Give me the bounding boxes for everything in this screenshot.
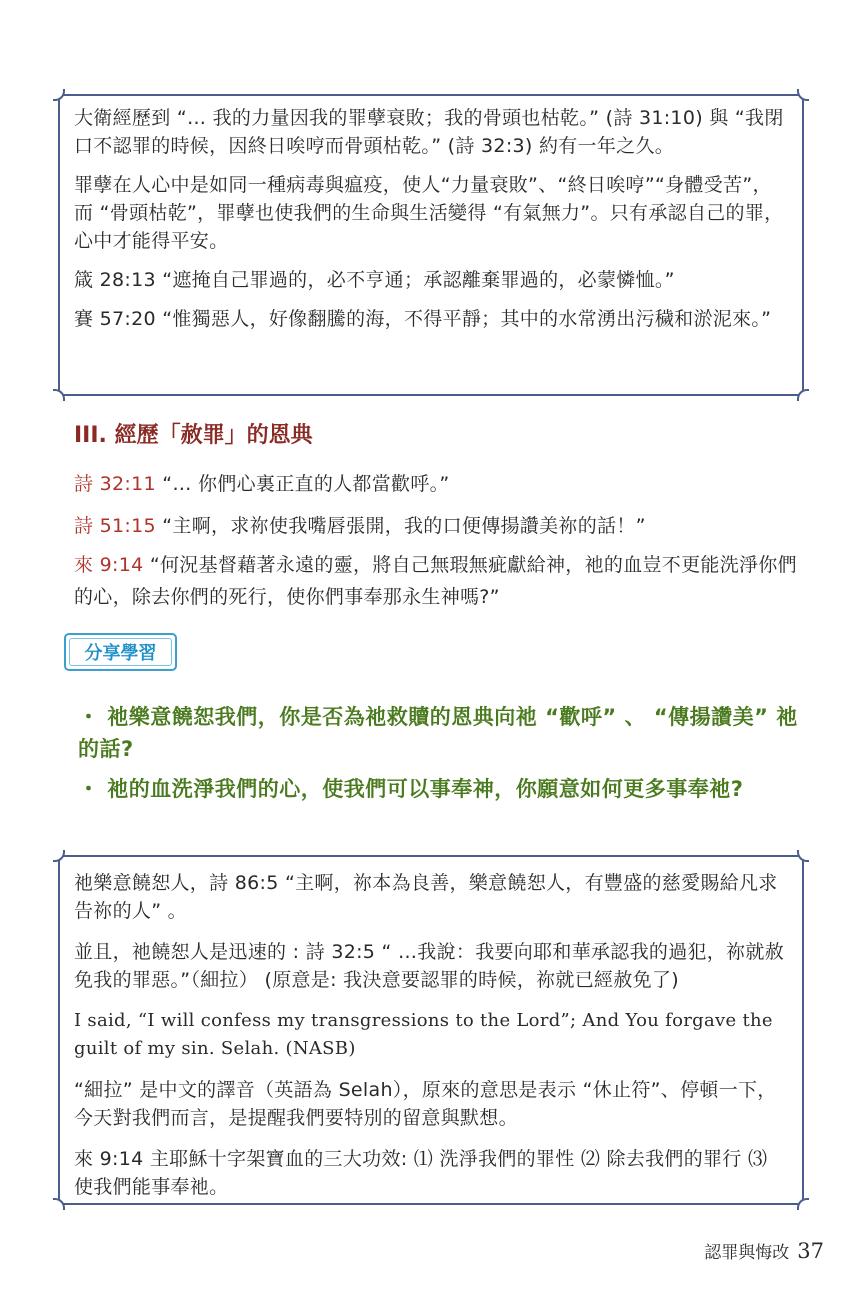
- box1-paragraph-1: 大衛經歷到 “… 我的力量因我的罪孽衰敗；我的骨頭也枯乾。” (詩 31:10) 與 “我閉口不認罪的時候，因終日唉哼而骨頭枯乾。” (詩 32:3) 約有一年之久。: [74, 107, 784, 157]
- frame-corner: [53, 389, 65, 401]
- box1-paragraph-2: 罪孽在人心中是如同一種病毒與瘟疫，使人“力量衰敗”、“終日唉哼”“身體受苦”，而 “骨頭枯乾”，罪孽也使我們的生命與生活變得 “有氣無力”。只有承認自己的罪，心中才能得平安。: [74, 174, 784, 252]
- frame-corner: [797, 389, 809, 401]
- share-learning-label: 分享學習: [84, 643, 157, 664]
- discussion-question-2: ・ 祂的血洗淨我們的心，使我們可以事奉神，你願意如何更多事奉祂?: [78, 777, 744, 801]
- note-box-1: [58, 94, 804, 396]
- box2-paragraph-4: “細拉” 是中文的譯音（英語為 Selah），原來的意思是表示 “休止符”、停頓一下，今天對我們而言，是提醒我們要特別的留意與默想。: [74, 1079, 777, 1129]
- verse-line: [74, 549, 798, 613]
- frame-corner: [797, 1198, 809, 1210]
- frame-corner: [797, 850, 809, 862]
- share-learning-badge: [64, 633, 177, 671]
- footer-title: 認罪與悔改: [704, 1243, 790, 1263]
- frame-corner: [53, 89, 65, 101]
- box2-paragraph-2: 並且，祂饒恕人是迅速的 : 詩 32:5 “ …我說：我要向耶和華承認我的過犯，祢就赦免我的罪惡。”（細拉） (原意是: 我決意要認罪的時候，祢就已經赦免了): [74, 941, 785, 991]
- verse-line: [74, 468, 798, 500]
- verse-reference: 詩 51:15: [74, 515, 156, 537]
- box2-paragraph-1: 祂樂意饒恕人，詩 86:5 “主啊，祢本為良善，樂意饒恕人，有豐盛的慈愛賜給凡求告祢的人” 。: [74, 872, 778, 922]
- box2-paragraph-5: 來 9:14 主耶穌十字架寶血的三大功效: ⑴ 洗淨我們的罪性 ⑵ 除去我們的罪行 ⑶ 使我們能事奉祂。: [74, 1148, 768, 1198]
- frame-corner: [53, 850, 65, 862]
- note-box-2: [58, 855, 804, 1205]
- page-number: 37: [797, 1239, 824, 1263]
- verse-reference: 詩 32:11: [74, 473, 156, 495]
- discussion-question-1: ・ 祂樂意饒恕我們，你是否為祂救贖的恩典向祂 “歡呼” 、 “傳揚讚美” 祂的話?: [78, 705, 798, 761]
- frame-corner: [797, 89, 809, 101]
- page-footer: [704, 1238, 824, 1263]
- box2-english-verse: I said, “I will confess my transgressions to the Lord”; And You forgave the guilt of my sin. Selah. (NASB): [74, 1010, 773, 1059]
- box1-paragraph-4: 賽 57:20 “惟獨惡人，好像翻騰的海，不得平靜；其中的水常湧出污穢和淤泥來。”: [74, 308, 772, 330]
- verse-text: “何況基督藉著永遠的靈，將自己無瑕無疵獻給神，祂的血豈不更能洗淨你們的心，除去你們的死行，使你們事奉那永生神嗎?”: [74, 554, 797, 608]
- verse-line: [74, 510, 798, 542]
- frame-corner: [53, 1198, 65, 1210]
- section-heading: III. 經歷「赦罪」的恩典: [74, 423, 313, 448]
- verse-reference: 來 9:14: [74, 554, 144, 576]
- verse-text: “… 你們心裏正直的人都當歡呼。”: [155, 473, 450, 495]
- box1-paragraph-3: 箴 28:13 “遮掩自己罪過的，必不亨通；承認離棄罪過的，必蒙憐恤。”: [74, 269, 675, 291]
- verse-text: “主啊，求祢使我嘴唇張開，我的口便傳揚讚美祢的話！”: [155, 515, 646, 537]
